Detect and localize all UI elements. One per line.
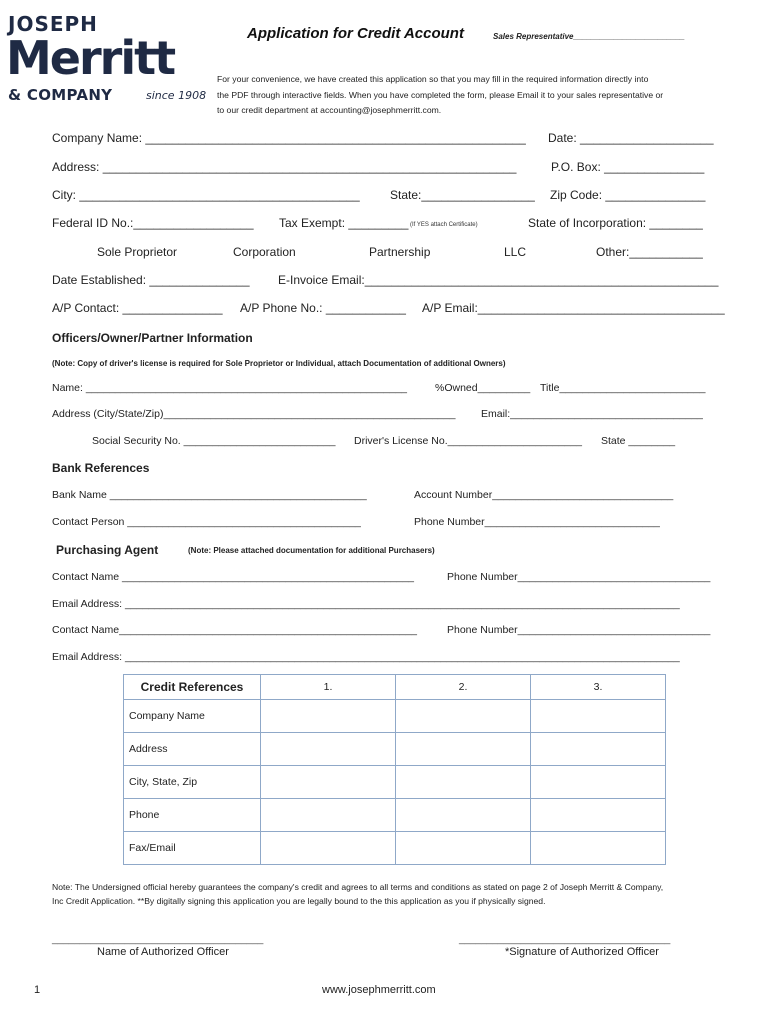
officer-address-field[interactable]: Address (City/State/Zip)__________________________________________________ <box>52 408 456 420</box>
row-label: Company Name <box>124 700 261 733</box>
table-cell[interactable] <box>396 766 531 799</box>
page-title: Application for Credit Account <box>247 25 464 42</box>
einvoice-email-field[interactable]: E-Invoice Email:_____________________________________________________ <box>278 273 719 287</box>
row-label: Phone <box>124 799 261 832</box>
table-cell[interactable] <box>261 733 396 766</box>
footer-url[interactable]: www.josephmerritt.com <box>322 984 436 996</box>
credit-references-table <box>123 674 666 865</box>
entity-sole-proprietor[interactable]: Sole Proprietor <box>97 245 178 259</box>
officer-signature-line[interactable]: ______________________________________ <box>459 934 671 945</box>
table-cell[interactable] <box>396 832 531 865</box>
logo-since: since 1908 <box>146 89 207 102</box>
sales-rep-field[interactable]: Sales Representative_________________________ <box>493 32 685 41</box>
table-cell[interactable] <box>261 832 396 865</box>
purchasing-email-1[interactable]: Email Address: _______________________________________________________________________________________________ <box>52 598 680 610</box>
disclaimer-line: Note: The Undersigned official hereby guarantees the company's credit and agrees to all terms and conditions as stated on page 2 of Joseph Merritt & Company, <box>52 882 664 892</box>
intro-line: the PDF through interactive fields. When you have completed the form, please Email it to your sales representative or <box>217 89 664 100</box>
intro-text <box>217 72 663 119</box>
purchasing-heading: Purchasing Agent <box>56 543 159 557</box>
intro-line: to our credit department at accounting@josephmerritt.com. <box>217 105 442 115</box>
table-row <box>124 766 666 799</box>
table-cell[interactable] <box>261 700 396 733</box>
row-label: Fax/Email <box>124 832 261 865</box>
table-cell[interactable] <box>396 733 531 766</box>
logo-company: & COMPANY <box>8 86 113 104</box>
purchasing-phone-1[interactable]: Phone Number_________________________________ <box>447 571 711 583</box>
officer-signature-label: *Signature of Authorized Officer <box>505 946 659 958</box>
page-number: 1 <box>34 984 41 996</box>
officer-owned-field[interactable]: %Owned_________ <box>435 382 531 394</box>
tax-exempt-note: (If YES attach Certificate) <box>410 222 478 228</box>
bank-name-field[interactable]: Bank Name ____________________________________________ <box>52 489 367 501</box>
table-cell[interactable] <box>531 799 666 832</box>
ap-contact-field[interactable]: A/P Contact: _______________ <box>52 301 223 315</box>
state-field[interactable]: State:_________________ <box>390 188 535 202</box>
officers-heading: Officers/Owner/Partner Information <box>52 331 253 345</box>
disclaimer-line: Inc Credit Application. **By digitally signing this application you are legally bound to the this application as you if physically signed. <box>52 895 546 906</box>
date-established-field[interactable]: Date Established: _______________ <box>52 273 250 287</box>
table-header-row <box>124 675 666 700</box>
officer-name-field[interactable]: Name: _______________________________________________________ <box>52 382 408 394</box>
purchasing-phone-2[interactable]: Phone Number_________________________________ <box>447 624 711 636</box>
ap-phone-field[interactable]: A/P Phone No.: ____________ <box>240 301 406 315</box>
table-cell[interactable] <box>261 766 396 799</box>
ref-col-1: 1. <box>261 675 396 700</box>
entity-corporation[interactable]: Corporation <box>233 245 296 259</box>
ssn-field[interactable]: Social Security No. __________________________ <box>92 435 336 447</box>
address-field[interactable]: Address: ______________________________________________________________ <box>52 160 517 174</box>
table-cell[interactable] <box>531 700 666 733</box>
row-label: Address <box>124 733 261 766</box>
intro-line: For your convenience, we have created this application so that you may fill in the required information directly into <box>217 74 649 84</box>
po-box-field[interactable]: P.O. Box: _______________ <box>551 160 705 174</box>
table-row <box>124 832 666 865</box>
dl-state-field[interactable]: State ________ <box>601 435 676 447</box>
tax-exempt-field[interactable]: Tax Exempt: _________ <box>279 216 409 230</box>
bank-contact-field[interactable]: Contact Person ________________________________________ <box>52 516 361 528</box>
date-field[interactable]: Date: ____________________ <box>548 131 714 145</box>
drivers-license-field[interactable]: Driver's License No._______________________ <box>354 435 582 447</box>
table-row <box>124 700 666 733</box>
officers-note: (Note: Copy of driver's license is required for Sole Proprietor or Individual, attach Documentation of additional Owners) <box>52 359 506 368</box>
officer-title-field[interactable]: Title_________________________ <box>540 382 706 394</box>
table-cell[interactable] <box>531 733 666 766</box>
officer-name-label: Name of Authorized Officer <box>97 946 229 958</box>
zip-field[interactable]: Zip Code: _______________ <box>550 188 706 202</box>
table-cell[interactable] <box>261 799 396 832</box>
purchasing-note: (Note: Please attached documentation for additional Purchasers) <box>188 546 435 555</box>
bank-heading: Bank References <box>52 461 150 475</box>
table-cell[interactable] <box>531 832 666 865</box>
purchasing-email-2[interactable]: Email Address: _______________________________________________________________________________________________ <box>52 651 680 663</box>
entity-llc[interactable]: LLC <box>504 245 527 259</box>
officer-email-field[interactable]: Email:_________________________________ <box>481 408 703 420</box>
purchasing-contact-1[interactable]: Contact Name __________________________________________________ <box>52 571 415 583</box>
entity-partnership[interactable]: Partnership <box>369 245 431 259</box>
logo-merritt: Merritt <box>6 31 175 85</box>
table-cell[interactable] <box>396 700 531 733</box>
incorporation-field[interactable]: State of Incorporation: ________ <box>528 216 703 230</box>
table-row <box>124 733 666 766</box>
table-cell[interactable] <box>396 799 531 832</box>
table-row <box>124 799 666 832</box>
entity-other[interactable]: Other:___________ <box>596 245 703 259</box>
credit-references-heading: Credit References <box>124 675 261 700</box>
purchasing-contact-2[interactable]: Contact Name___________________________________________________ <box>52 624 417 636</box>
company-name-field[interactable]: Company Name: _________________________________________________________ <box>52 131 526 145</box>
ref-col-2: 2. <box>396 675 531 700</box>
federal-id-field[interactable]: Federal ID No.:__________________ <box>52 216 254 230</box>
row-label: City, State, Zip <box>124 766 261 799</box>
city-field[interactable]: City: __________________________________________ <box>52 188 360 202</box>
table-cell[interactable] <box>531 766 666 799</box>
ref-col-3: 3. <box>531 675 666 700</box>
ap-email-field[interactable]: A/P Email:_____________________________________ <box>422 301 725 315</box>
officer-name-line[interactable]: ______________________________________ <box>52 934 264 945</box>
account-number-field[interactable]: Account Number_______________________________ <box>414 489 674 501</box>
bank-phone-field[interactable]: Phone Number______________________________ <box>414 516 660 528</box>
logo-joseph: JOSEPH <box>8 12 98 36</box>
disclaimer-text <box>52 881 663 908</box>
